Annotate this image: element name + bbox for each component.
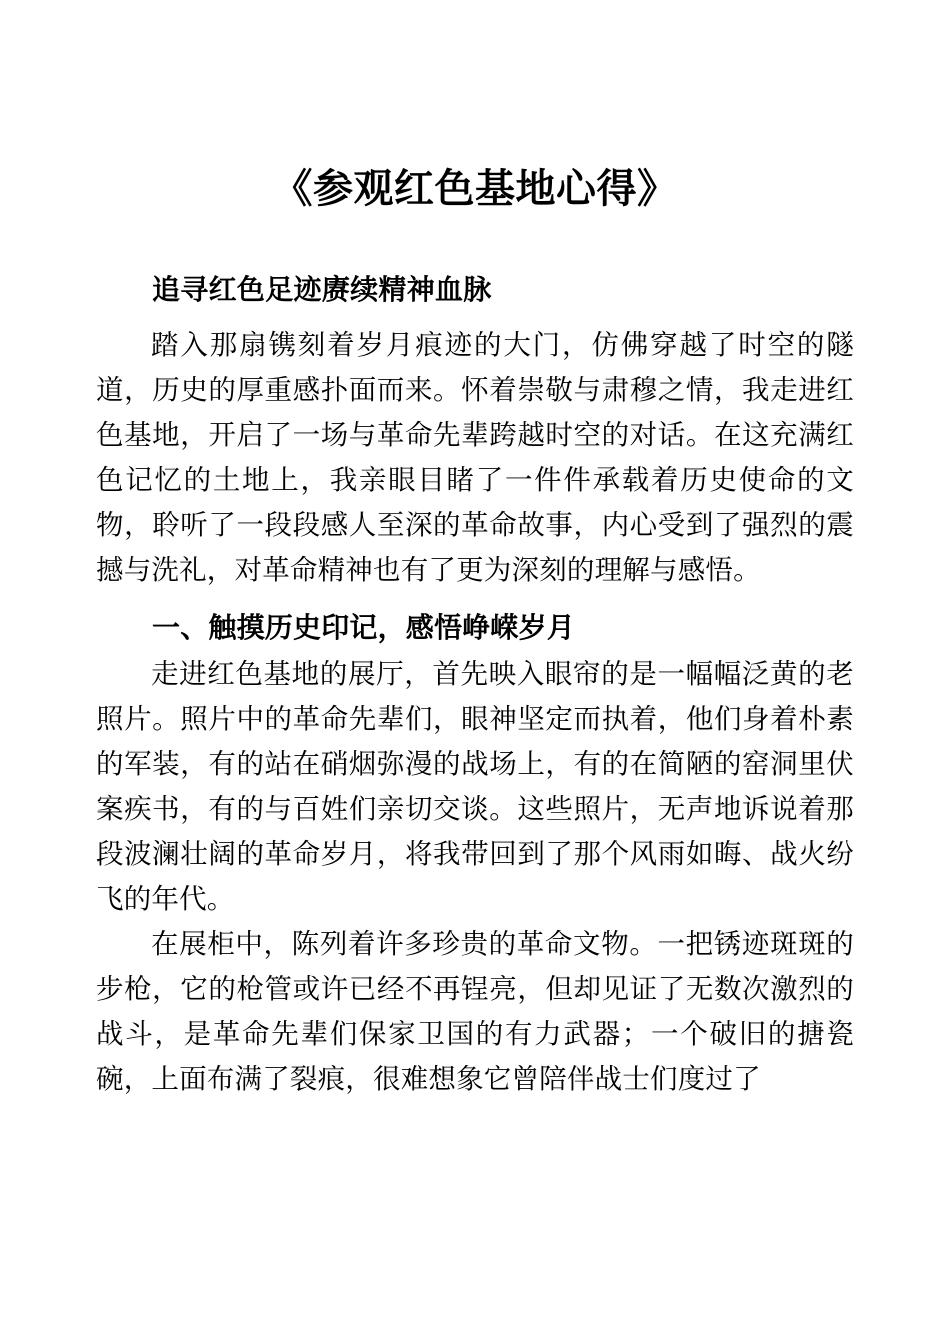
section-heading-one: 一、触摸历史印记，感悟峥嵘岁月 — [152, 613, 576, 644]
paragraph-section1-2: 在展柜中，陈列着许多珍贵的革命文物。一把锈迹斑斑的步枪，它的枪管或许已经不再锃亮，但却见证了无数次激烈的战斗，是革命先辈们保家卫国的有力武器；一个破旧的搪瓷碗，上面布满了裂痕，很难想象它曾陪伴战士们度过了 — [96, 928, 854, 1094]
document-subtitle: 追寻红色足迹赓续精神血脉 — [152, 274, 492, 305]
paragraph-intro: 踏入那扇镌刻着岁月痕迹的大门，仿佛穿越了时空的隧道，历史的厚重感扑面而来。怀着崇敬与肃穆之情，我走进红色基地，开启了一场与革命先辈跨越时空的对话。在这充满红色记忆的土地上，我亲眼目睹了一件件承载着历史使命的文物，聆听了一段段感人至深的革命故事，内心受到了强烈的震撼与洗礼，对革命精神也有了更为深刻的理解与感悟。 — [96, 329, 854, 585]
paragraph-section1-1: 走进红色基地的展厅，首先映入眼帘的是一幅幅泛黄的老照片。照片中的革命先辈们，眼神坚定而执着，他们身着朴素的军装，有的站在硝烟弥漫的战场上，有的在简陋的窑洞里伏案疾书，有的与百姓们亲切交谈。这些照片，无声地诉说着那段波澜壮阔的革命岁月，将我带回到了那个风雨如晦、战火纷飞的年代。 — [96, 658, 854, 914]
document-title: 《参观红色基地心得》 — [272, 166, 678, 211]
page-text-column — [96, 0, 854, 1101]
